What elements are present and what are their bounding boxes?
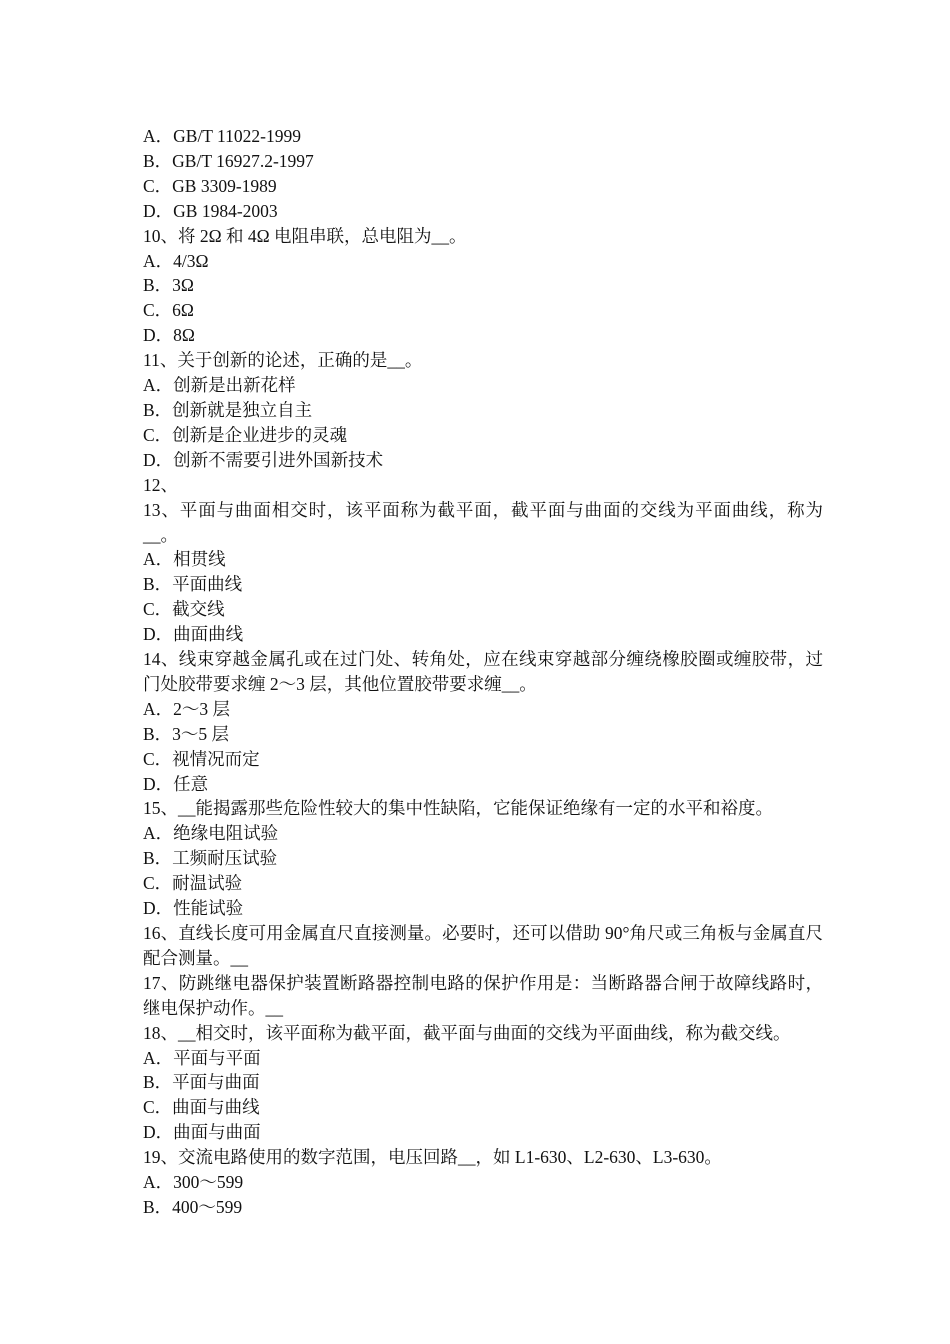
option-line: D．8Ω <box>143 325 195 346</box>
question-13: 13、平面与曲面相交时，该平面称为截平面，截平面与曲面的交线为平面曲线，称为__。 <box>143 499 823 545</box>
question-12: 12、 <box>143 474 178 495</box>
option-line: D．创新不需要引进外国新技术 <box>143 449 384 470</box>
question-text-block <box>143 124 823 1220</box>
option-line: A．平面与平面 <box>143 1047 261 1068</box>
question-15: 15、__能揭露那些危险性较大的集中性缺陷，它能保证绝缘有一定的水平和裕度。 <box>143 798 773 819</box>
question-16: 16、直线长度可用金属直尺直接测量。必要时，还可以借助 90°角尺或三角板与金属直尺配合测量。__ <box>143 923 823 968</box>
option-line: B．平面曲线 <box>143 574 243 595</box>
option-line: A．创新是出新花样 <box>143 375 296 396</box>
question-18: 18、__相交时，该平面称为截平面，截平面与曲面的交线为平面曲线，称为截交线。 <box>143 1022 791 1043</box>
option-line: C．截交线 <box>143 599 225 620</box>
option-line: A．2～3 层 <box>143 698 231 719</box>
option-line: B．创新就是独立自主 <box>143 399 313 420</box>
option-line: B．GB/T 16927.2-1997 <box>143 150 314 171</box>
option-line: D．曲面曲线 <box>143 624 244 645</box>
option-line: A．绝缘电阻试验 <box>143 823 279 844</box>
option-line: A．相贯线 <box>143 549 226 570</box>
option-line: D．性能试验 <box>143 898 244 919</box>
option-line: C．6Ω <box>143 300 194 321</box>
option-line: B．工频耐压试验 <box>143 848 278 869</box>
option-line: C．曲面与曲线 <box>143 1097 260 1118</box>
question-11: 11、关于创新的论述，正确的是__。 <box>143 350 423 371</box>
option-line: B．平面与曲面 <box>143 1072 260 1093</box>
option-line: B．3Ω <box>143 275 194 296</box>
option-line: A．300～599 <box>143 1172 244 1193</box>
question-19: 19、交流电路使用的数字范围，电压回路__，如 L1-630、L2-630、L3-630。 <box>143 1147 722 1168</box>
option-line: D．GB 1984-2003 <box>143 200 278 221</box>
question-17: 17、防跳继电器保护装置断路器控制电路的保护作用是：当断路器合闸于故障线路时，继电保护动作。__ <box>143 972 823 1018</box>
option-line: C．创新是企业进步的灵魂 <box>143 424 348 445</box>
question-14: 14、线束穿越金属孔或在过门处、转角处，应在线束穿越部分缠绕橡胶圈或缠胶带，过门处胶带要求缠 2～3 层，其他位置胶带要求缠__。 <box>143 649 823 694</box>
option-line: D．曲面与曲面 <box>143 1122 261 1143</box>
option-line: B．400～599 <box>143 1196 243 1217</box>
question-10: 10、将 2Ω 和 4Ω 电阻串联，总电阻为__。 <box>143 225 467 246</box>
option-line: C．视情况而定 <box>143 748 260 769</box>
option-line: B．3～5 层 <box>143 723 230 744</box>
option-line: A．GB/T 11022-1999 <box>143 126 301 146</box>
option-line: A．4/3Ω <box>143 250 209 271</box>
option-line: C．耐温试验 <box>143 873 243 894</box>
option-line: C．GB 3309-1989 <box>143 175 277 196</box>
option-line: D．任意 <box>143 773 209 794</box>
